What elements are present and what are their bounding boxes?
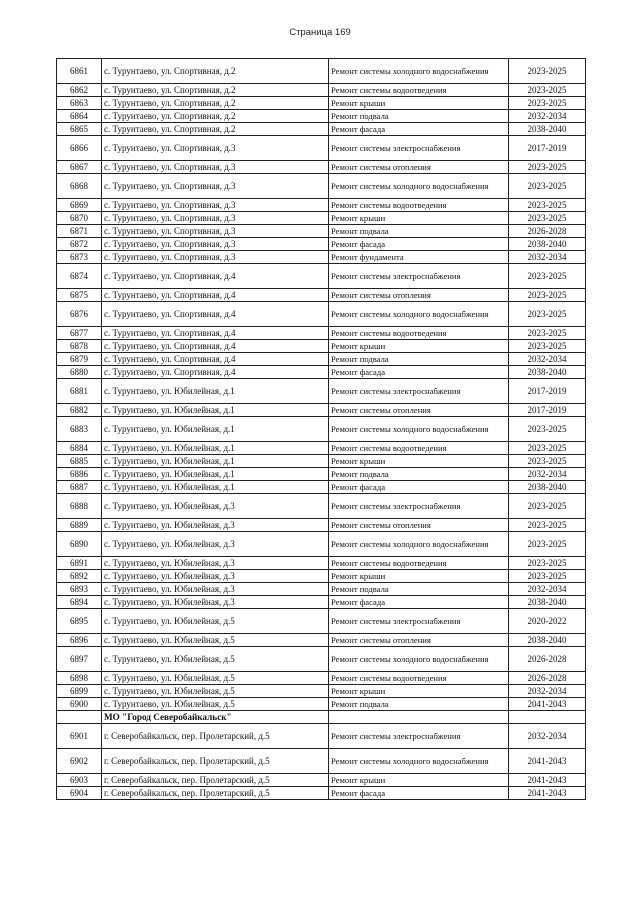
row-number: 6866: [57, 136, 102, 161]
row-address: с. Турунтаево, ул. Спортивная, д.3: [102, 136, 329, 161]
row-number: 6898: [57, 672, 102, 685]
row-years: 2023-2025: [509, 532, 586, 557]
table-row: [57, 289, 586, 302]
row-years: 2023-2025: [509, 302, 586, 327]
row-work-type: Ремонт фасада: [329, 366, 509, 379]
row-work-type: Ремонт системы холодного водоснабжения: [329, 174, 509, 199]
row-address: с. Турунтаево, ул. Спортивная, д.4: [102, 353, 329, 366]
row-address: с. Турунтаево, ул. Юбилейная, д.1: [102, 455, 329, 468]
table-row: [57, 583, 586, 596]
repair-schedule-table: [56, 58, 586, 800]
row-years: 2026-2028: [509, 225, 586, 238]
row-address: г. Северобайкальск, пер. Пролетарский, д.5: [102, 774, 329, 787]
row-address: с. Турунтаево, ул. Юбилейная, д.5: [102, 685, 329, 698]
row-number: 6891: [57, 557, 102, 570]
row-address: с. Турунтаево, ул. Юбилейная, д.3: [102, 557, 329, 570]
table-row: [57, 59, 586, 84]
row-years: 2023-2025: [509, 212, 586, 225]
row-number: 6902: [57, 749, 102, 774]
row-years: 2023-2025: [509, 455, 586, 468]
table-row: [57, 110, 586, 123]
table-row: [57, 174, 586, 199]
row-number: 6897: [57, 647, 102, 672]
row-number: 6899: [57, 685, 102, 698]
table-row: [57, 442, 586, 455]
row-address: с. Турунтаево, ул. Спортивная, д.2: [102, 123, 329, 136]
row-work-type: Ремонт фасада: [329, 481, 509, 494]
row-address: с. Турунтаево, ул. Спортивная, д.4: [102, 264, 329, 289]
table-row: [57, 672, 586, 685]
row-years: 2032-2034: [509, 251, 586, 264]
row-work-type: Ремонт системы холодного водоснабжения: [329, 302, 509, 327]
table-row: [57, 264, 586, 289]
row-years: 2023-2025: [509, 557, 586, 570]
table-row: [57, 774, 586, 787]
row-work-type: Ремонт системы электроснабжения: [329, 609, 509, 634]
row-years: 2032-2034: [509, 468, 586, 481]
row-number: 6864: [57, 110, 102, 123]
row-years: 2023-2025: [509, 289, 586, 302]
row-work-type: Ремонт системы электроснабжения: [329, 724, 509, 749]
section-work-cell: [329, 711, 509, 724]
row-years: 2041-2043: [509, 787, 586, 800]
page-number: Страница 169: [289, 27, 351, 38]
table-row: [57, 379, 586, 404]
row-number: 6895: [57, 609, 102, 634]
table-row: [57, 123, 586, 136]
row-address: с. Турунтаево, ул. Юбилейная, д.5: [102, 672, 329, 685]
row-work-type: Ремонт крыши: [329, 212, 509, 225]
row-years: 2041-2043: [509, 749, 586, 774]
row-address: г. Северобайкальск, пер. Пролетарский, д.5: [102, 787, 329, 800]
row-years: 2041-2043: [509, 698, 586, 711]
row-work-type: Ремонт фасада: [329, 238, 509, 251]
row-number: 6869: [57, 199, 102, 212]
row-years: 2041-2043: [509, 774, 586, 787]
row-address: с. Турунтаево, ул. Спортивная, д.3: [102, 174, 329, 199]
row-work-type: Ремонт крыши: [329, 340, 509, 353]
row-work-type: Ремонт крыши: [329, 685, 509, 698]
row-number: 6887: [57, 481, 102, 494]
row-years: 2032-2034: [509, 110, 586, 123]
row-number: 6863: [57, 97, 102, 110]
table-row: [57, 647, 586, 672]
row-address: г. Северобайкальск, пер. Пролетарский, д.5: [102, 724, 329, 749]
row-address: с. Турунтаево, ул. Юбилейная, д.3: [102, 519, 329, 532]
row-address: с. Турунтаево, ул. Юбилейная, д.1: [102, 379, 329, 404]
row-work-type: Ремонт крыши: [329, 97, 509, 110]
row-years: 2023-2025: [509, 161, 586, 174]
row-work-type: Ремонт системы отопления: [329, 289, 509, 302]
row-number: 6885: [57, 455, 102, 468]
row-address: с. Турунтаево, ул. Юбилейная, д.5: [102, 609, 329, 634]
row-number: 6872: [57, 238, 102, 251]
table-row: [57, 596, 586, 609]
row-work-type: Ремонт системы электроснабжения: [329, 379, 509, 404]
row-work-type: Ремонт подвала: [329, 698, 509, 711]
table-row: [57, 340, 586, 353]
row-years: 2038-2040: [509, 481, 586, 494]
row-address: с. Турунтаево, ул. Спортивная, д.4: [102, 289, 329, 302]
table-row: [57, 212, 586, 225]
row-number: 6878: [57, 340, 102, 353]
row-work-type: Ремонт системы электроснабжения: [329, 264, 509, 289]
row-years: 2038-2040: [509, 596, 586, 609]
row-address: с. Турунтаево, ул. Юбилейная, д.3: [102, 532, 329, 557]
row-number: 6865: [57, 123, 102, 136]
row-address: с. Турунтаево, ул. Юбилейная, д.3: [102, 494, 329, 519]
row-address: с. Турунтаево, ул. Спортивная, д.3: [102, 225, 329, 238]
row-number: 6881: [57, 379, 102, 404]
row-years: 2023-2025: [509, 199, 586, 212]
row-address: с. Турунтаево, ул. Спортивная, д.2: [102, 59, 329, 84]
row-work-type: Ремонт фасада: [329, 123, 509, 136]
table-row: [57, 468, 586, 481]
row-work-type: Ремонт фундамента: [329, 251, 509, 264]
row-address: с. Турунтаево, ул. Юбилейная, д.1: [102, 468, 329, 481]
row-years: 2038-2040: [509, 238, 586, 251]
row-years: 2017-2019: [509, 404, 586, 417]
row-work-type: Ремонт системы водоотведения: [329, 84, 509, 97]
table-row: [57, 417, 586, 442]
row-number: 6877: [57, 327, 102, 340]
table-row: [57, 570, 586, 583]
row-work-type: Ремонт системы водоотведения: [329, 199, 509, 212]
row-years: 2038-2040: [509, 634, 586, 647]
row-address: с. Турунтаево, ул. Юбилейная, д.1: [102, 404, 329, 417]
row-years: 2023-2025: [509, 97, 586, 110]
row-number: 6884: [57, 442, 102, 455]
row-address: с. Турунтаево, ул. Юбилейная, д.1: [102, 417, 329, 442]
row-address: г. Северобайкальск, пер. Пролетарский, д.5: [102, 749, 329, 774]
row-years: 2023-2025: [509, 84, 586, 97]
table-row: [57, 353, 586, 366]
row-work-type: Ремонт системы отопления: [329, 404, 509, 417]
row-work-type: Ремонт крыши: [329, 774, 509, 787]
row-number: 6890: [57, 532, 102, 557]
section-years-cell: [509, 711, 586, 724]
table-row: [57, 404, 586, 417]
row-number: 6871: [57, 225, 102, 238]
row-number: 6873: [57, 251, 102, 264]
row-years: 2017-2019: [509, 136, 586, 161]
table-row: [57, 724, 586, 749]
row-number: 6892: [57, 570, 102, 583]
row-address: с. Турунтаево, ул. Спортивная, д.4: [102, 366, 329, 379]
table-row: [57, 494, 586, 519]
row-address: с. Турунтаево, ул. Спортивная, д.3: [102, 212, 329, 225]
row-work-type: Ремонт подвала: [329, 110, 509, 123]
section-title: МО "Город Северобайкальск": [102, 711, 329, 724]
row-years: 2023-2025: [509, 340, 586, 353]
row-number: 6882: [57, 404, 102, 417]
table-row: [57, 97, 586, 110]
row-years: 2032-2034: [509, 685, 586, 698]
row-work-type: Ремонт крыши: [329, 570, 509, 583]
row-years: 2023-2025: [509, 519, 586, 532]
row-years: 2038-2040: [509, 366, 586, 379]
row-address: с. Турунтаево, ул. Спортивная, д.4: [102, 327, 329, 340]
row-number: 6861: [57, 59, 102, 84]
table-row: [57, 302, 586, 327]
table-row: [57, 366, 586, 379]
row-number: 6893: [57, 583, 102, 596]
table-row: [57, 787, 586, 800]
row-address: с. Турунтаево, ул. Юбилейная, д.1: [102, 481, 329, 494]
row-work-type: Ремонт системы холодного водоснабжения: [329, 59, 509, 84]
row-address: с. Турунтаево, ул. Юбилейная, д.5: [102, 647, 329, 672]
row-work-type: Ремонт подвала: [329, 225, 509, 238]
table-row: [57, 685, 586, 698]
row-number: 6888: [57, 494, 102, 519]
row-work-type: Ремонт системы водоотведения: [329, 557, 509, 570]
section-number-cell: [57, 711, 102, 724]
table-row: [57, 161, 586, 174]
table-row: [57, 136, 586, 161]
row-work-type: Ремонт фасада: [329, 787, 509, 800]
row-years: 2023-2025: [509, 327, 586, 340]
row-address: с. Турунтаево, ул. Юбилейная, д.3: [102, 583, 329, 596]
row-number: 6901: [57, 724, 102, 749]
table-row: [57, 698, 586, 711]
table-row: [57, 225, 586, 238]
table-row: [57, 557, 586, 570]
row-work-type: Ремонт системы электроснабжения: [329, 136, 509, 161]
row-number: 6862: [57, 84, 102, 97]
row-address: с. Турунтаево, ул. Спортивная, д.4: [102, 340, 329, 353]
row-number: 6903: [57, 774, 102, 787]
table-row: [57, 749, 586, 774]
row-years: 2023-2025: [509, 174, 586, 199]
table-row: [57, 251, 586, 264]
row-years: 2023-2025: [509, 494, 586, 519]
row-number: 6876: [57, 302, 102, 327]
row-address: с. Турунтаево, ул. Юбилейная, д.5: [102, 698, 329, 711]
row-work-type: Ремонт подвала: [329, 468, 509, 481]
row-years: 2020-2022: [509, 609, 586, 634]
row-work-type: Ремонт системы электроснабжения: [329, 494, 509, 519]
table-row: [57, 634, 586, 647]
row-years: 2023-2025: [509, 59, 586, 84]
row-address: с. Турунтаево, ул. Спортивная, д.3: [102, 161, 329, 174]
row-number: 6894: [57, 596, 102, 609]
row-work-type: Ремонт системы отопления: [329, 519, 509, 532]
row-years: 2038-2040: [509, 123, 586, 136]
row-years: 2032-2034: [509, 724, 586, 749]
row-number: 6870: [57, 212, 102, 225]
table-row: [57, 532, 586, 557]
row-years: 2023-2025: [509, 442, 586, 455]
row-years: 2017-2019: [509, 379, 586, 404]
table-row: [57, 609, 586, 634]
table-body: [57, 59, 586, 800]
row-number: 6879: [57, 353, 102, 366]
section-header-row: [57, 711, 586, 724]
row-number: 6875: [57, 289, 102, 302]
row-address: с. Турунтаево, ул. Юбилейная, д.3: [102, 570, 329, 583]
row-years: 2032-2034: [509, 353, 586, 366]
row-years: 2023-2025: [509, 264, 586, 289]
row-work-type: Ремонт крыши: [329, 455, 509, 468]
row-work-type: Ремонт системы холодного водоснабжения: [329, 532, 509, 557]
row-work-type: Ремонт фасада: [329, 596, 509, 609]
table-row: [57, 199, 586, 212]
row-number: 6904: [57, 787, 102, 800]
row-address: с. Турунтаево, ул. Юбилейная, д.1: [102, 442, 329, 455]
table-row: [57, 84, 586, 97]
row-address: с. Турунтаево, ул. Спортивная, д.3: [102, 238, 329, 251]
row-years: 2023-2025: [509, 570, 586, 583]
row-number: 6880: [57, 366, 102, 379]
row-address: с. Турунтаево, ул. Юбилейная, д.5: [102, 634, 329, 647]
row-address: с. Турунтаево, ул. Спортивная, д.2: [102, 110, 329, 123]
row-work-type: Ремонт подвала: [329, 583, 509, 596]
table-row: [57, 519, 586, 532]
table-row: [57, 455, 586, 468]
row-number: 6867: [57, 161, 102, 174]
row-address: с. Турунтаево, ул. Спортивная, д.2: [102, 97, 329, 110]
row-address: с. Турунтаево, ул. Спортивная, д.2: [102, 84, 329, 97]
row-work-type: Ремонт системы холодного водоснабжения: [329, 647, 509, 672]
row-years: 2023-2025: [509, 417, 586, 442]
row-number: 6889: [57, 519, 102, 532]
row-number: 6900: [57, 698, 102, 711]
row-number: 6868: [57, 174, 102, 199]
row-years: 2026-2028: [509, 647, 586, 672]
row-work-type: Ремонт подвала: [329, 353, 509, 366]
table-row: [57, 327, 586, 340]
row-work-type: Ремонт системы холодного водоснабжения: [329, 749, 509, 774]
table-row: [57, 481, 586, 494]
row-number: 6883: [57, 417, 102, 442]
row-number: 6886: [57, 468, 102, 481]
row-years: 2032-2034: [509, 583, 586, 596]
row-work-type: Ремонт системы отопления: [329, 634, 509, 647]
row-address: с. Турунтаево, ул. Спортивная, д.4: [102, 302, 329, 327]
row-work-type: Ремонт системы водоотведения: [329, 672, 509, 685]
row-work-type: Ремонт системы холодного водоснабжения: [329, 417, 509, 442]
row-address: с. Турунтаево, ул. Спортивная, д.3: [102, 199, 329, 212]
row-work-type: Ремонт системы водоотведения: [329, 442, 509, 455]
row-work-type: Ремонт системы отопления: [329, 161, 509, 174]
table-row: [57, 238, 586, 251]
row-address: с. Турунтаево, ул. Юбилейная, д.3: [102, 596, 329, 609]
row-years: 2026-2028: [509, 672, 586, 685]
row-address: с. Турунтаево, ул. Спортивная, д.3: [102, 251, 329, 264]
row-number: 6896: [57, 634, 102, 647]
row-work-type: Ремонт системы водоотведения: [329, 327, 509, 340]
row-number: 6874: [57, 264, 102, 289]
